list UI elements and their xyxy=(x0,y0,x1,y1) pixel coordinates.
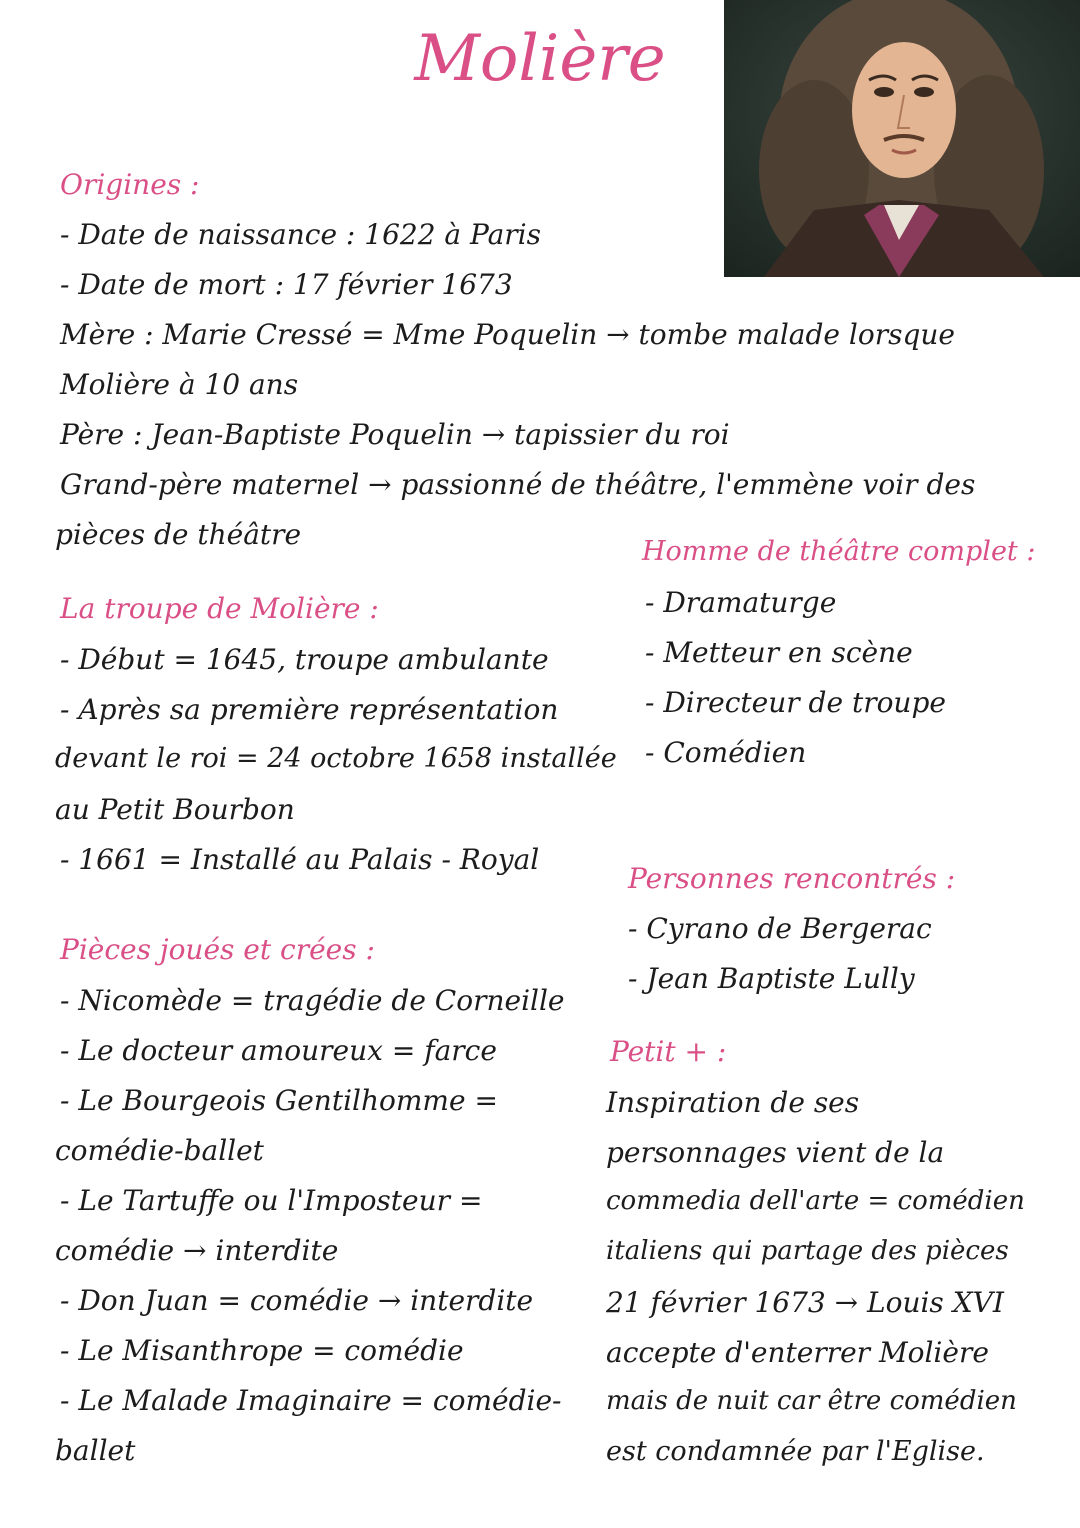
petit-line: accepte d'enterrer Molière xyxy=(606,1336,989,1369)
origines-line: - Date de naissance : 1622 à Paris xyxy=(60,218,541,251)
pieces-line: - Le Misanthrope = comédie xyxy=(60,1334,464,1367)
petit-heading: Petit + : xyxy=(610,1035,727,1068)
homme-heading: Homme de théâtre complet : xyxy=(642,536,1036,567)
pieces-line: - Nicomède = tragédie de Corneille xyxy=(60,984,565,1017)
petit-line: mais de nuit car être comédien xyxy=(606,1386,1017,1416)
pieces-line: - Le Tartuffe ou l'Imposteur = xyxy=(60,1184,483,1217)
personnes-line: - Cyrano de Bergerac xyxy=(628,912,932,945)
origines-line: - Date de mort : 17 février 1673 xyxy=(60,268,513,301)
petit-line: est condamnée par l'Eglise. xyxy=(606,1436,985,1467)
personnes-line: - Jean Baptiste Lully xyxy=(628,962,915,995)
origines-line: Père : Jean-Baptiste Poquelin → tapissier du roi xyxy=(60,418,730,451)
homme-line: - Directeur de troupe xyxy=(645,686,946,719)
troupe-line: - Début = 1645, troupe ambulante xyxy=(60,643,549,676)
page-title: Molière xyxy=(414,22,666,96)
personnes-heading: Personnes rencontrés : xyxy=(628,862,956,895)
troupe-heading: La troupe de Molière : xyxy=(60,592,379,625)
origines-line: Mère : Marie Cressé = Mme Poquelin → tombe malade lorsque xyxy=(60,318,955,351)
moliere-portrait-icon xyxy=(724,0,1080,277)
pieces-line: - Don Juan = comédie → interdite xyxy=(60,1284,534,1317)
pieces-heading: Pièces joués et crées : xyxy=(60,933,375,966)
petit-line: Inspiration de ses xyxy=(606,1086,860,1119)
pieces-line: - Le Bourgeois Gentilhomme = xyxy=(60,1084,498,1117)
origines-line: Molière à 10 ans xyxy=(60,368,299,401)
troupe-line: devant le roi = 24 octobre 1658 installée xyxy=(55,743,617,774)
troupe-line: au Petit Bourbon xyxy=(55,793,295,826)
origines-line: pièces de théâtre xyxy=(55,518,302,551)
pieces-line: comédie → interdite xyxy=(55,1234,339,1267)
pieces-line: ballet xyxy=(55,1434,136,1467)
petit-line: personnages vient de la xyxy=(606,1136,945,1169)
homme-line: - Dramaturge xyxy=(645,586,837,619)
origines-line: Grand-père maternel → passionné de théâtre, l'emmène voir des xyxy=(60,468,976,501)
origines-heading: Origines : xyxy=(60,168,200,201)
petit-line: commedia dell'arte = comédien xyxy=(606,1186,1025,1216)
homme-line: - Comédien xyxy=(645,736,807,769)
petit-line: italiens qui partage des pièces xyxy=(606,1236,1009,1266)
pieces-line: - Le docteur amoureux = farce xyxy=(60,1034,497,1067)
petit-line: 21 février 1673 → Louis XVI xyxy=(606,1286,1004,1319)
troupe-line: - 1661 = Installé au Palais - Royal xyxy=(60,843,540,876)
pieces-line: - Le Malade Imaginaire = comédie- xyxy=(60,1384,562,1417)
troupe-line: - Après sa première représentation xyxy=(60,693,559,726)
pieces-line: comédie-ballet xyxy=(55,1134,264,1167)
homme-line: - Metteur en scène xyxy=(645,636,913,669)
